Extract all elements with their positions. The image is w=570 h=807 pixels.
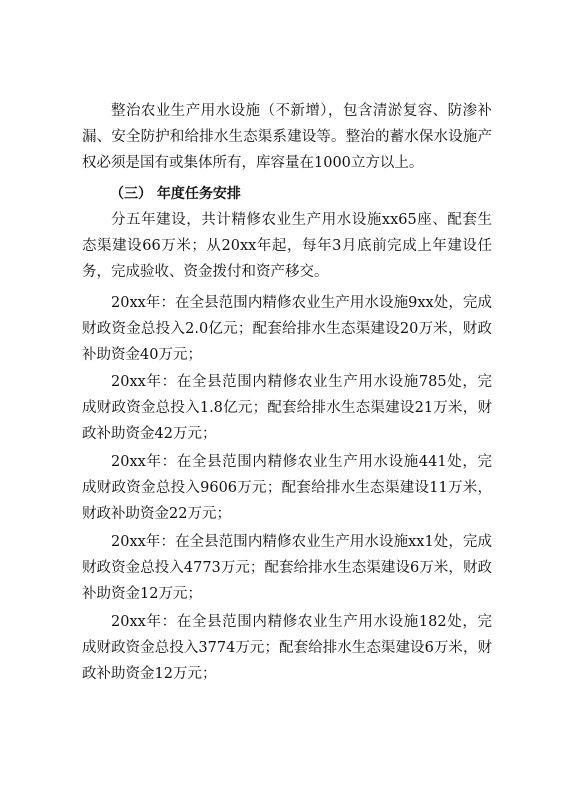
year-plan-text: 20xx年：在全县范围内精修农业生产用水设施9xx处，完成财政资金总投入2.0亿元；配套给排水生态渠建设20万米，财政补助资金40万元； (82, 295, 492, 364)
year-plan-item (82, 369, 492, 448)
year-plan-item (82, 290, 492, 369)
year-plan-text: 20xx年：在全县范围内精修农业生产用水设施182处，完成财政资金总投入3774万元；配套给排水生态渠建设6万米，财政补助资金12万元； (82, 614, 492, 683)
year-plan-item (82, 529, 492, 608)
year-plan-text: 20xx年：在全县范围内精修农业生产用水设施785处，完成财政资金总投入1.8亿元；配套给排水生态渠建设21万米，财政补助资金42万元； (82, 374, 492, 443)
year-plan-item (82, 609, 492, 688)
paragraph-text: 分五年建设，共计精修农业生产用水设施xx65座、配套生态渠建设66万米；从20xx年起，每年3月底前完成上年建设任务，完成验收、资金拨付和资产移交。 (82, 212, 492, 281)
year-plan-text: 20xx年：在全县范围内精修农业生产用水设施441处，完成财政资金总投入9606万元；配套给排水生态渠建设11万米，财政补助资金22万元； (82, 454, 492, 523)
section-heading: （三） 年度任务安排 (110, 186, 241, 202)
paragraph-renovation-scope (82, 98, 492, 177)
paragraph-overview (82, 207, 492, 286)
year-plan-text: 20xx年：在全县范围内精修农业生产用水设施xx1处，完成财政资金总投入4773万元；配套给排水生态渠建设6万米，财政补助资金12万元； (82, 534, 492, 603)
year-plan-item (82, 449, 492, 528)
paragraph-text: 整治农业生产用水设施（不新增），包含清淤复容、防渗补漏、安全防护和给排水生态渠系建设等。整治的蓄水保水设施产权必须是国有或集体所有，库容量在1000立方以上。 (82, 103, 492, 172)
